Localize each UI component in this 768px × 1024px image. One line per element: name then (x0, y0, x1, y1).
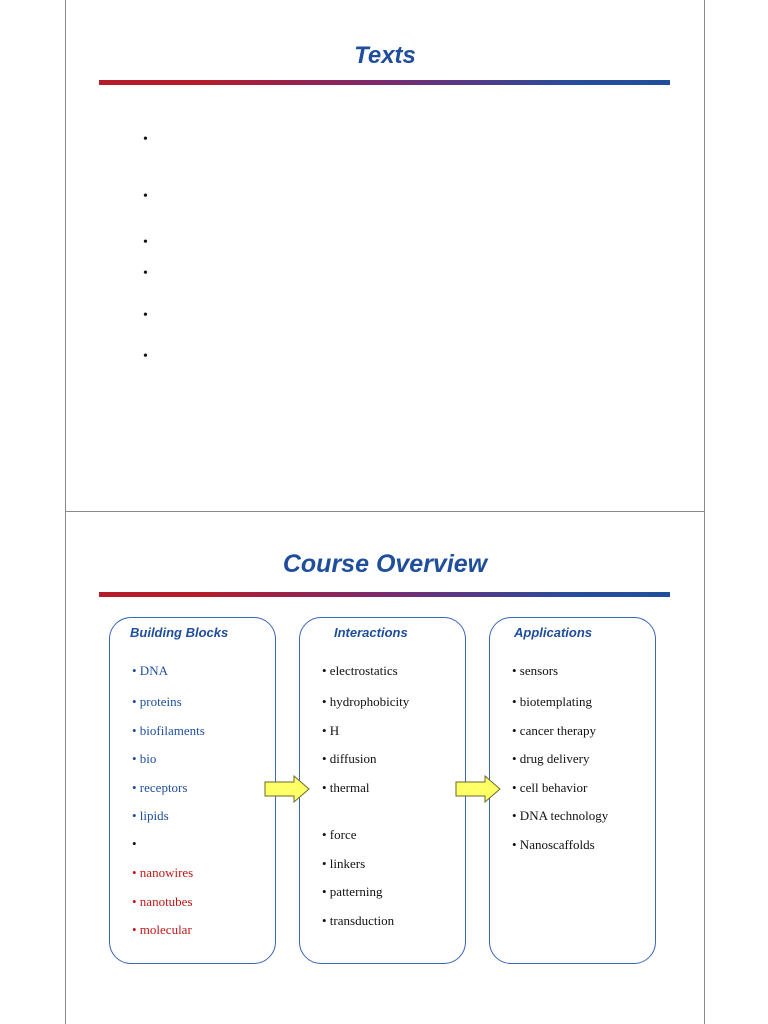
list-item: • DNA (132, 663, 168, 678)
title-underline (99, 80, 670, 85)
box-header: Building Blocks (130, 625, 229, 640)
list-item: • (143, 266, 148, 281)
list-item: • thermal (322, 780, 370, 795)
slide-title-course-overview: Course Overview (282, 550, 488, 578)
list-item: • transduction (322, 913, 395, 928)
list-item: • electrostatics (322, 663, 398, 678)
building-blocks-box (109, 617, 276, 964)
list-item: • H (322, 723, 340, 738)
list-item: • molecular (132, 922, 192, 937)
list-item: • DNA technology (512, 808, 609, 823)
applications-box (489, 617, 656, 964)
list-item: • nanotubes (132, 894, 193, 909)
list-item: • receptors (132, 780, 188, 795)
list-item: • nanowires (132, 865, 194, 880)
list-item: • force (322, 827, 357, 842)
list-item: • linkers (322, 856, 366, 871)
list-item: • (143, 189, 148, 204)
list-item: • Nanoscaffolds (512, 837, 595, 852)
right-arrow-icon (455, 775, 501, 803)
list-item: • drug delivery (512, 751, 590, 766)
list-item: • cancer therapy (512, 723, 596, 738)
list-item: • lipids (132, 808, 169, 823)
list-item: • (143, 235, 148, 250)
list-item: • patterning (322, 884, 383, 899)
list-item: • bio (132, 751, 157, 766)
list-item: • diffusion (322, 751, 377, 766)
interactions-box (299, 617, 466, 964)
list-item: • (132, 836, 137, 851)
title-underline (99, 592, 670, 597)
list-item: • biofilaments (132, 723, 205, 738)
list-item: • biotemplating (512, 694, 593, 709)
slide-divider (65, 511, 705, 512)
list-item: • sensors (512, 663, 559, 678)
list-item: • hydrophobicity (322, 694, 410, 709)
list-item: • (143, 132, 148, 147)
right-arrow-icon (264, 775, 310, 803)
list-item: • (143, 308, 148, 323)
slide-title-texts: Texts (354, 42, 416, 69)
box-header: Applications (514, 625, 593, 640)
list-item: • (143, 349, 148, 364)
list-item: • proteins (132, 694, 182, 709)
list-item: • cell behavior (512, 780, 588, 795)
box-header: Interactions (334, 625, 408, 640)
